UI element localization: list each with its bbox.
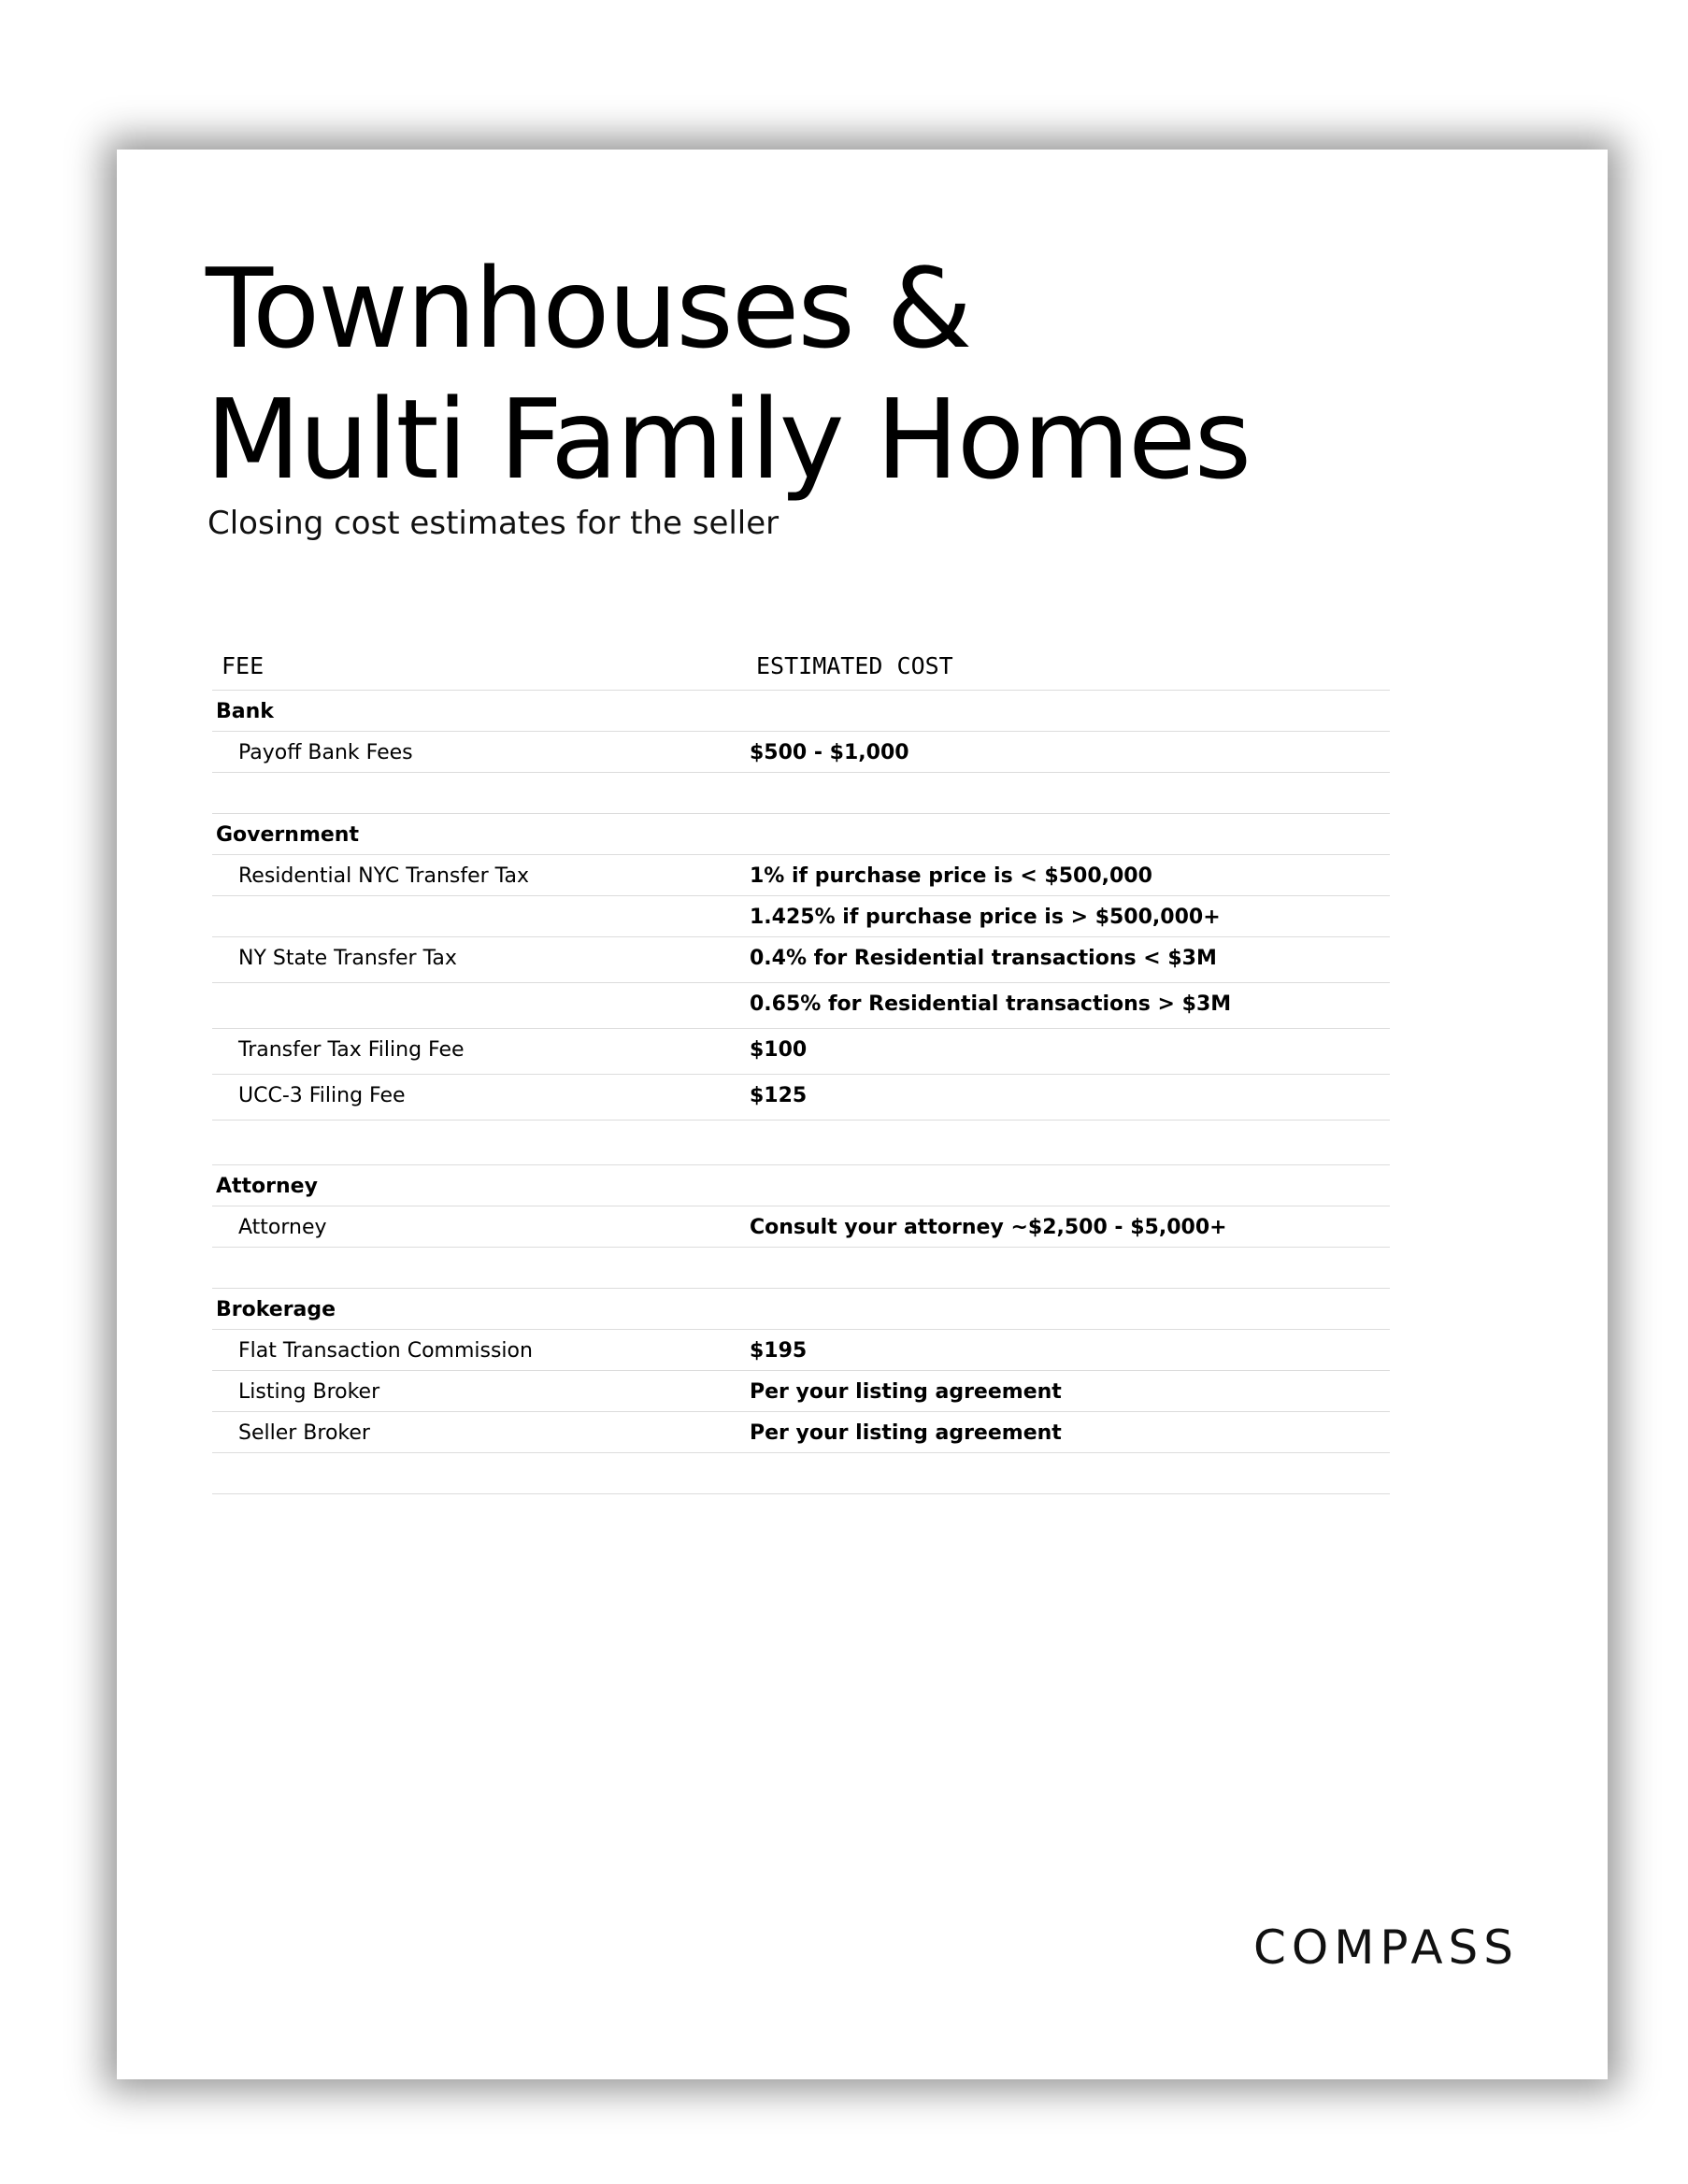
section-label: Government [216,823,359,847]
fee-name: Payoff Bank Fees [238,741,413,764]
fee-name: Attorney [238,1216,327,1239]
fee-table [212,645,1390,1494]
fee-cost: Consult your attorney ~$2,500 - $5,000+ [750,1216,1227,1239]
compass-logo: COMPASS [1252,1920,1519,1975]
table-row [212,983,1390,1029]
fee-cost: $100 [750,1038,808,1062]
table-row [212,896,1390,937]
fee-name: Residential NYC Transfer Tax [238,864,529,888]
fee-name: Transfer Tax Filing Fee [238,1038,465,1062]
section-label: Brokerage [216,1298,336,1321]
fee-name: Seller Broker [238,1421,370,1445]
table-row [212,1371,1390,1412]
spacer-row [212,1248,1390,1289]
table-row [212,855,1390,896]
title-line-2: Multi Family Homes [206,375,1251,504]
fee-cost: Per your listing agreement [750,1380,1062,1404]
fee-cost: $500 - $1,000 [750,741,909,764]
title-line-1: Townhouses & [206,244,971,373]
table-row [212,1412,1390,1453]
table-row [212,732,1390,773]
fee-name: UCC-3 Filing Fee [238,1084,406,1107]
table-row [212,1075,1390,1121]
table-header [212,645,1390,691]
fee-cost: Per your listing agreement [750,1421,1062,1445]
fee-cost: 0.4% for Residential transactions < $3M [750,947,1217,970]
page-subtitle: Closing cost estimates for the seller [207,505,780,542]
table-row [212,1206,1390,1248]
spacer-row [212,773,1390,814]
section-header-government [212,814,1390,855]
header-estimated-cost: ESTIMATED COST [756,652,953,679]
table-row [212,1029,1390,1075]
fee-cost: 1.425% if purchase price is > $500,000+ [750,906,1221,929]
fee-cost: 1% if purchase price is < $500,000 [750,864,1152,888]
section-header-bank [212,691,1390,732]
fee-name: NY State Transfer Tax [238,947,457,970]
spacer-row [212,1453,1390,1494]
section-label: Attorney [216,1175,318,1198]
table-row [212,1330,1390,1371]
fee-cost: $195 [750,1339,808,1363]
fee-cost: 0.65% for Residential transactions > $3M [750,992,1232,1016]
fee-cost: $125 [750,1084,808,1107]
section-header-brokerage [212,1289,1390,1330]
section-header-attorney [212,1165,1390,1206]
fee-name: Flat Transaction Commission [238,1339,533,1363]
spacer-row [212,1121,1390,1165]
fee-name: Listing Broker [238,1380,380,1404]
table-row [212,937,1390,983]
section-label: Bank [216,700,274,723]
page-title [206,243,1250,505]
header-fee: FEE [222,652,265,679]
document-page [117,150,1608,2079]
